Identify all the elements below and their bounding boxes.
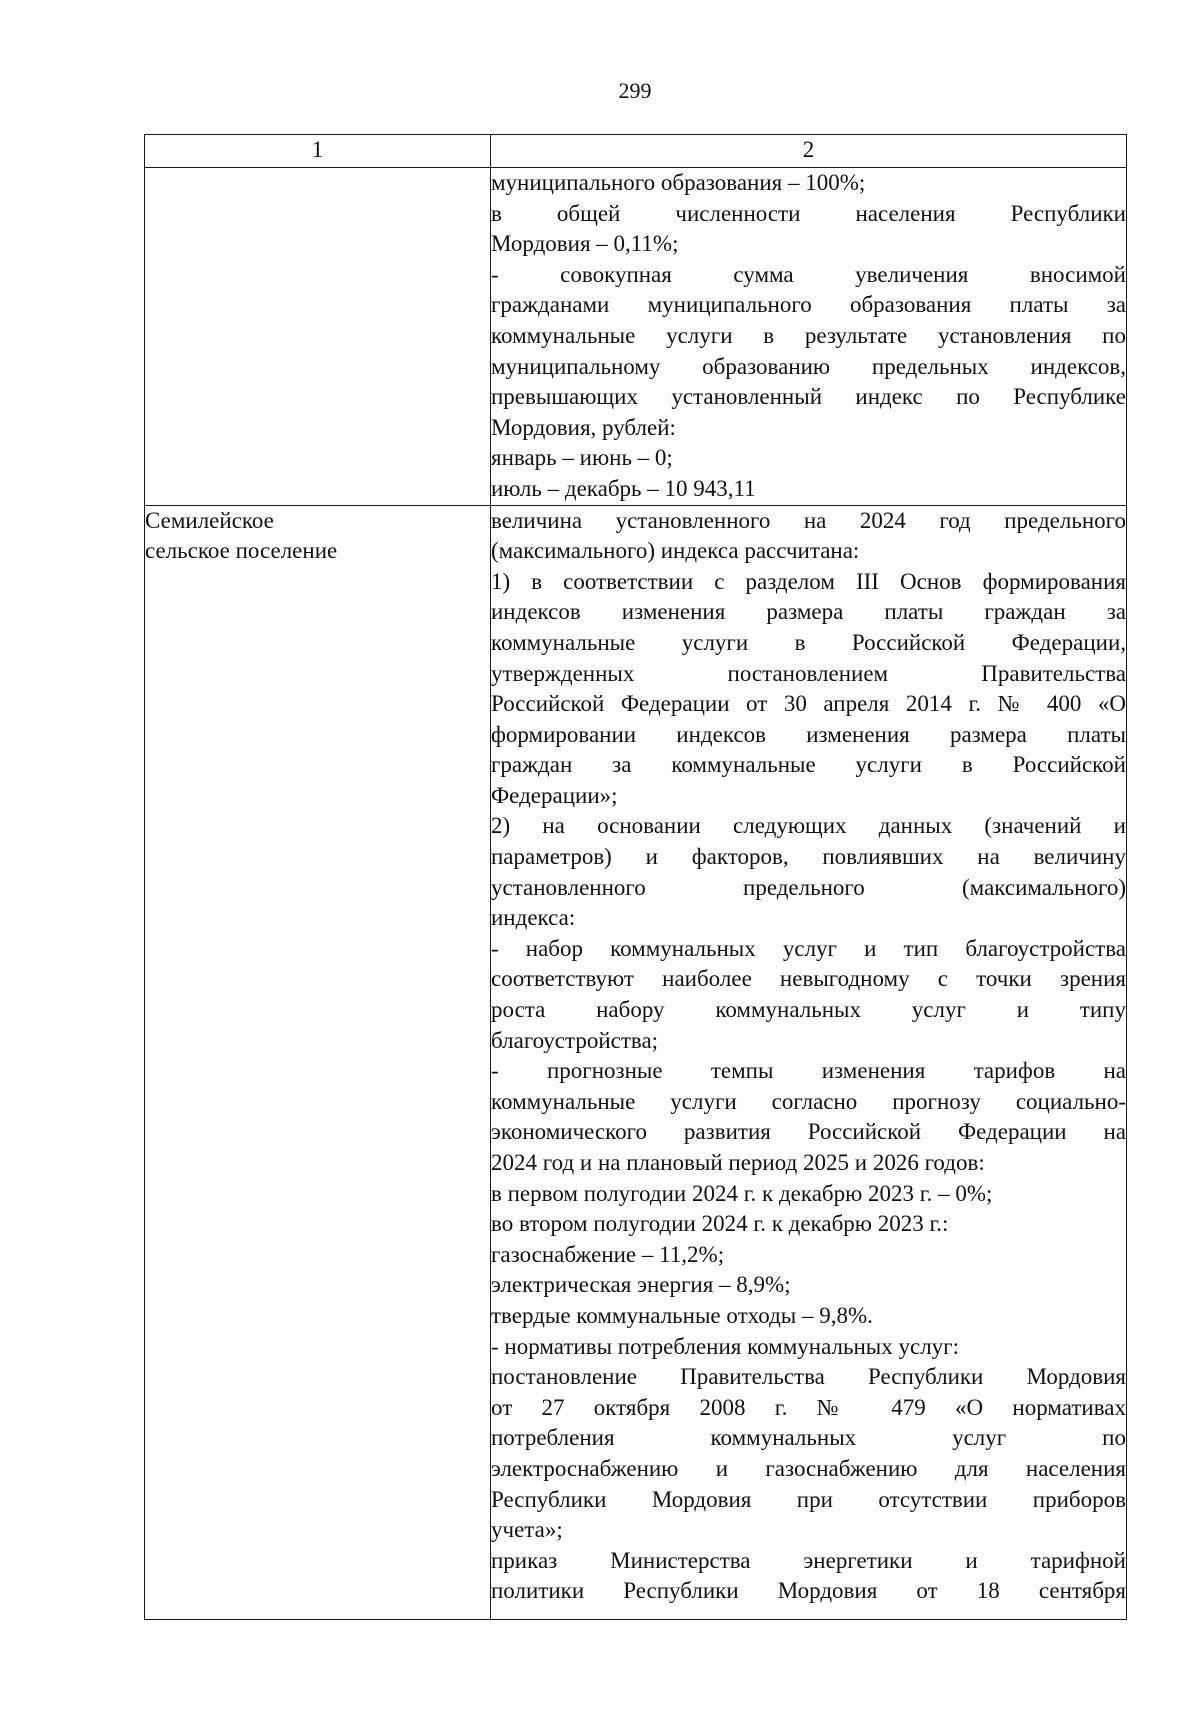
description-line: электрическая энергия – 8,9%; [491, 1272, 791, 1298]
description-line: индексов изменения размера платы граждан за [491, 599, 1126, 625]
description-cell [491, 505, 1127, 1619]
description-line: муниципального образования – 100%; [491, 170, 866, 195]
description-line: политики Республики Мордовия от 18 сентября [491, 1578, 1126, 1604]
description-line: во втором полугодии 2024 г. к декабрю 2023 г.: [491, 1211, 949, 1237]
description-line: роста набору коммунальных услуг и типу [491, 997, 1126, 1023]
description-line: в общей численности населения Республики [491, 200, 1126, 226]
description-line: муниципальному образованию предельных индексов, [491, 353, 1126, 379]
description-cell [491, 168, 1127, 506]
description-line: превышающих установленный индекс по Республике [491, 384, 1126, 410]
description-line: утвержденных постановлением Правительства [491, 660, 1126, 686]
table-row [145, 168, 1127, 506]
description-line: - прогнозные темпы изменения тарифов на [491, 1058, 1126, 1084]
description-line: граждан за коммунальные услуги в Российской [491, 752, 1126, 778]
description-line: приказ Министерства энергетики и тарифной [491, 1547, 1126, 1573]
description-line: июль – декабрь – 10 943,11 [491, 475, 756, 501]
description-line: потребления коммунальных услуг по [491, 1425, 1126, 1451]
description-line: январь – июнь – 0; [491, 445, 673, 471]
description-line: (максимального) индекса рассчитана: [491, 538, 860, 564]
document-table [144, 134, 1127, 1620]
table-header-cell-1: 1 [145, 135, 491, 168]
municipality-name-line: Семилейское [145, 507, 274, 533]
table-row [145, 505, 1127, 1619]
description-line: Российской Федерации от 30 апреля 2014 г. № 400 «О [491, 691, 1126, 717]
description-line: постановление Правительства Республики Мордовия [491, 1364, 1126, 1390]
description-line: коммунальные услуги в результате установления по [491, 322, 1126, 348]
description-line: 2024 год и на плановый период 2025 и 2026 годов: [491, 1150, 985, 1175]
description-line: Мордовия, рублей: [491, 414, 676, 440]
description-line: учета»; [491, 1517, 563, 1543]
description-line: формировании индексов изменения размера платы [491, 721, 1126, 747]
description-line: электроснабжению и газоснабжению для населения [491, 1455, 1126, 1481]
description-line: твердые коммунальные отходы – 9,8%. [491, 1302, 873, 1328]
page-number: 299 [618, 78, 652, 103]
description-line: - нормативы потребления коммунальных услуг: [491, 1333, 959, 1359]
description-line: 1) в соответствии с разделом III Основ формирования [491, 568, 1126, 594]
description-line: от 27 октября 2008 г. № 479 «О нормативах [491, 1394, 1126, 1420]
description-line: экономического развития Российской Федерации на [491, 1119, 1126, 1145]
municipality-name-line: сельское поселение [145, 538, 338, 564]
table-header-cell-2: 2 [491, 135, 1127, 168]
description-line: коммунальные услуги согласно прогнозу социально- [491, 1088, 1126, 1114]
description-line: 2) на основании следующих данных (значений и [491, 813, 1126, 839]
description-line: установленного предельного (максимального) [491, 874, 1126, 900]
description-line: - совокупная сумма увеличения вносимой [491, 261, 1126, 287]
description-line: газоснабжение – 11,2%; [491, 1241, 725, 1267]
description-line: благоустройства; [491, 1027, 659, 1053]
description-line: Республики Мордовия при отсутствии приборов [491, 1486, 1126, 1512]
description-line: Федерации»; [491, 782, 618, 808]
description-line: параметров) и факторов, повлиявших на величину [491, 844, 1126, 870]
municipality-name-cell [145, 168, 491, 506]
description-line: коммунальные услуги в Российской Федерации, [491, 629, 1126, 655]
table-header-row [145, 135, 1127, 168]
description-line: гражданами муниципального образования платы за [491, 292, 1126, 318]
description-line: Мордовия – 0,11%; [491, 231, 679, 257]
description-line: соответствуют наиболее невыгодному с точки зрения [491, 966, 1126, 992]
description-line: в первом полугодии 2024 г. к декабрю 2023 г. – 0%; [491, 1180, 993, 1206]
description-line: индекса: [491, 905, 576, 931]
description-line: величина установленного на 2024 год предельного [491, 507, 1126, 533]
description-line: - набор коммунальных услуг и тип благоустройства [491, 935, 1126, 961]
municipality-name-cell [145, 505, 491, 1619]
